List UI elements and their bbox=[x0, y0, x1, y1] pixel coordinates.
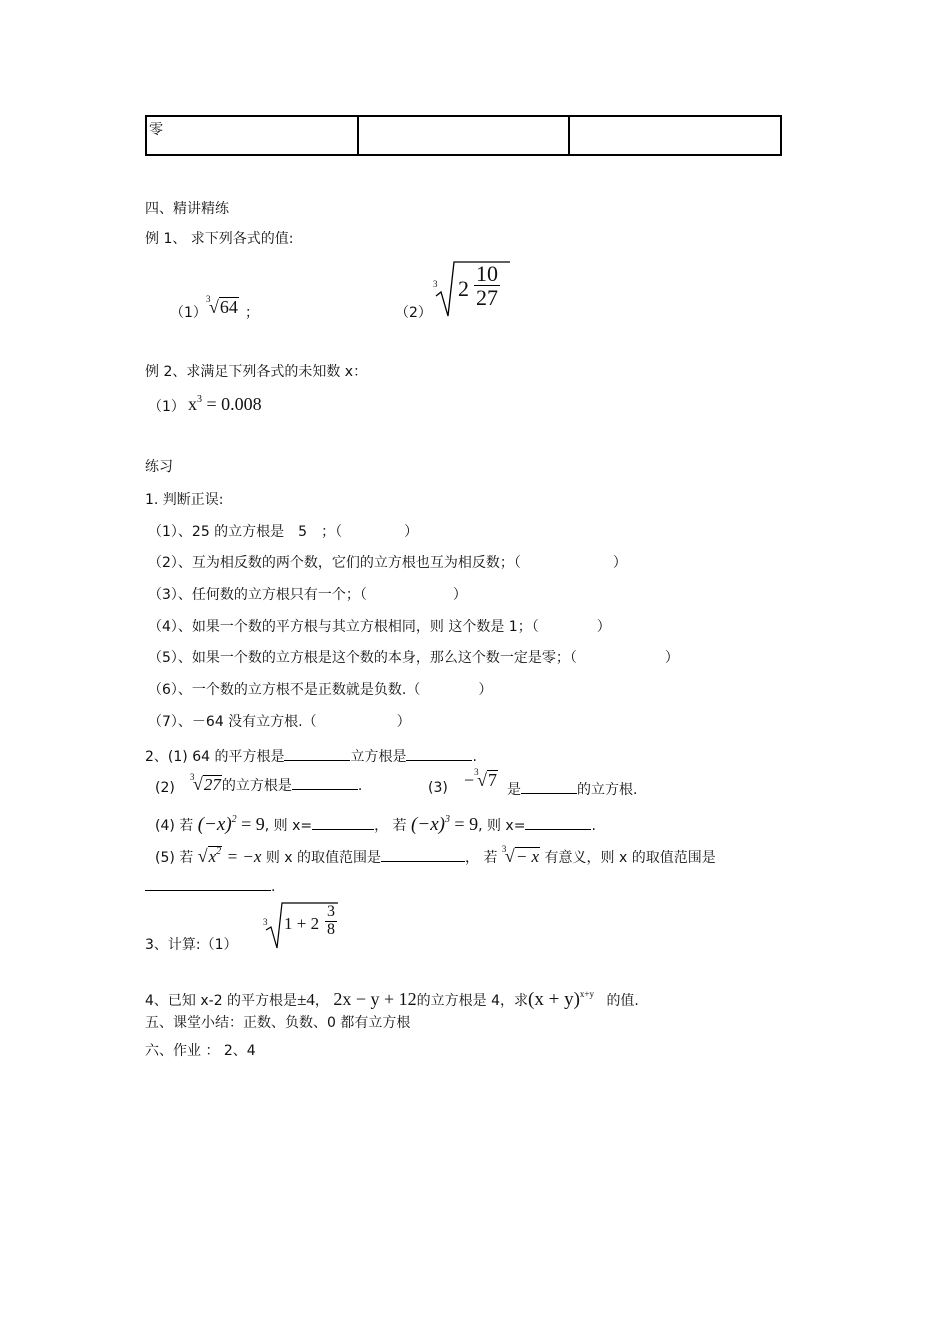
eq2-base: (−x) bbox=[411, 814, 445, 835]
question-2-part-5-cont: . bbox=[145, 878, 275, 894]
expression: 1 + 2 bbox=[284, 914, 320, 933]
eq2-exponent: 3 bbox=[444, 814, 450, 825]
radical-sign bbox=[432, 258, 512, 320]
judge-item: （1）、25 的立方根是 5 ；（ ） bbox=[148, 524, 419, 540]
radicand: 64 bbox=[219, 297, 238, 317]
fraction bbox=[474, 262, 500, 309]
question-2-part-2-label: (2) bbox=[155, 780, 175, 796]
cube-root-64: 3 √64 bbox=[206, 294, 238, 317]
practice-heading: 练习 bbox=[145, 459, 173, 475]
denominator: 27 bbox=[476, 285, 498, 311]
question-2-part-1: 2、(1) 64 的平方根是 立方根是 . bbox=[145, 749, 477, 765]
answer-blank[interactable] bbox=[521, 781, 577, 794]
question-3-label: 3、计算:（1） bbox=[145, 937, 238, 953]
answer-blank[interactable] bbox=[145, 878, 271, 891]
radicand: x bbox=[208, 847, 217, 866]
radical-index: 3 bbox=[433, 279, 438, 289]
radicand: − x bbox=[515, 847, 540, 866]
radicand: 7 bbox=[488, 770, 498, 790]
eq-rhs: = 0.008 bbox=[206, 394, 262, 414]
section-heading-4: 四、精讲精练 bbox=[145, 201, 229, 217]
judge-item: （6）、一个数的立方根不是正数就是负数.（ ） bbox=[148, 682, 493, 698]
equation-rhs: = −x bbox=[226, 847, 262, 866]
answer-blank[interactable] bbox=[284, 748, 350, 761]
table-cell bbox=[358, 116, 570, 155]
example-2-part-1-label: （1） bbox=[148, 399, 185, 415]
table-row bbox=[146, 116, 781, 155]
radical-index: 3 bbox=[474, 767, 479, 777]
equation-x-cubed bbox=[188, 395, 262, 413]
example-1-title: 例 1、 求下列各式的值: bbox=[145, 231, 294, 247]
table-cell bbox=[569, 116, 781, 155]
table-cell: 零 bbox=[146, 116, 358, 155]
summary-table bbox=[145, 115, 782, 156]
question-2-part-3-text: 是 的立方根. bbox=[507, 782, 638, 798]
question-1-title: 1. 判断正误: bbox=[145, 492, 224, 508]
power-base: (x + y) bbox=[528, 989, 580, 1010]
radicand-exponent: 2 bbox=[216, 846, 222, 857]
judge-item: （7）、－64 没有立方根.（ ） bbox=[148, 714, 411, 730]
radical-index: 3 bbox=[206, 294, 211, 304]
question-4: 4、已知 x-2 的平方根是±4， 2x − y + 12的立方根是 4，求$(x + y)^{x+y}$ 的值. bbox=[145, 989, 639, 1010]
example-1-part-1-label: （1） bbox=[170, 305, 207, 321]
expression: 2x − y + 12 bbox=[333, 989, 417, 1009]
eq-exponent: 3 bbox=[197, 394, 202, 405]
answer-blank[interactable] bbox=[406, 748, 472, 761]
judge-item: （4）、如果一个数的平方根与其立方根相同，则 这个数是 1；（ ） bbox=[148, 619, 611, 635]
question-2-part-2: 3 √27的立方根是 . bbox=[190, 772, 363, 794]
radical-index: 3 bbox=[190, 772, 195, 782]
fraction bbox=[325, 904, 337, 939]
eq-lhs: x bbox=[188, 394, 197, 414]
question-2-part-3-label: (3) bbox=[428, 780, 448, 796]
answer-blank[interactable] bbox=[312, 817, 374, 830]
whole-part: 2 bbox=[458, 276, 469, 301]
numerator: 3 bbox=[327, 903, 335, 920]
radical-index: 3 bbox=[263, 917, 268, 927]
example-2-title: 例 2、求满足下列各式的未知数 x： bbox=[145, 364, 368, 380]
answer-blank[interactable] bbox=[525, 817, 591, 830]
section-6-homework: 六、作业 ： 2、4 bbox=[145, 1043, 256, 1059]
eq1-base: (−x) bbox=[197, 814, 232, 835]
answer-blank[interactable] bbox=[381, 849, 465, 862]
question-2-part-5: (5) 若 $√x^2 = -x$ 则 x 的取值范围是 ， 若 3 √− x 有意义，则 x 的取值范围是 bbox=[155, 844, 716, 866]
radical-index: 3 bbox=[501, 844, 507, 854]
eq2-rhs: = 9 bbox=[454, 814, 479, 834]
answer-blank[interactable] bbox=[292, 777, 358, 790]
judge-item: （3）、任何数的立方根只有一个；（ ） bbox=[148, 587, 467, 603]
semicolon: ； bbox=[245, 305, 259, 321]
power-exponent: x+y bbox=[579, 989, 594, 999]
example-1-part-2-label: （2） bbox=[395, 305, 432, 321]
question-2-part-4: (4) 若 $(-x)^2 = 9$, 则 x= ， 若 $(-x)^3 = 9$, 则 x= . bbox=[155, 814, 596, 835]
denominator: 8 bbox=[327, 920, 335, 938]
numerator: 10 bbox=[476, 261, 498, 286]
eq1-rhs: = 9 bbox=[241, 814, 265, 834]
judge-item: （2）、互为相反数的两个数，它们的立方根也互为相反数；（ ） bbox=[148, 555, 627, 571]
radicand: 27 bbox=[203, 775, 221, 794]
eq1-exponent: 2 bbox=[231, 814, 237, 825]
question-2-part-3: − 3 √7 bbox=[464, 767, 498, 790]
judge-item: （5）、如果一个数的立方根是这个数的本身，那么这个数一定是零；（ ） bbox=[148, 650, 679, 666]
section-5-summary: 五、课堂小结：正数、负数、0 都有立方根 bbox=[145, 1015, 411, 1031]
